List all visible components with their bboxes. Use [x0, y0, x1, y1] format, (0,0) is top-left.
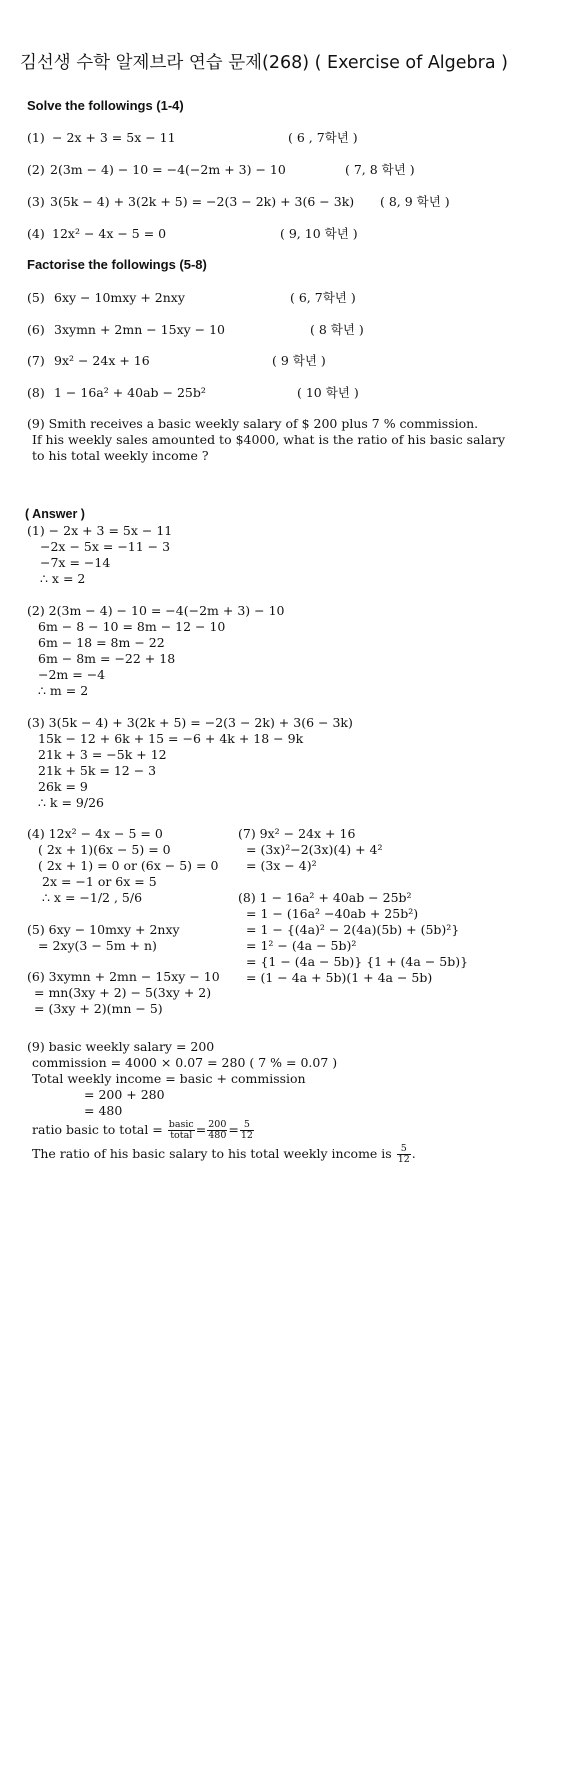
answer-line: = (3xy + 2)(mn − 5) — [34, 1001, 163, 1016]
answer-line: ∴ m = 2 — [38, 683, 89, 698]
fraction-denominator: 12 — [397, 1154, 410, 1165]
fraction-200-480 — [207, 1120, 227, 1141]
problem-expression: 2(3m − 4) − 10 = −4(−2m + 3) − 10 — [50, 162, 286, 177]
answer-line: = {1 − (4a − 5b)} {1 + (4a − 5b)} — [246, 954, 469, 969]
grade-level: ( 6, 7학년 ) — [290, 290, 356, 305]
answer-line: commission = 4000 × 0.07 = 280 ( 7 % = 0.07 ) — [32, 1055, 338, 1070]
problem-expression: − 2x + 3 = 5x − 11 — [52, 130, 176, 145]
answer-line: (9) basic weekly salary = 200 — [27, 1039, 215, 1054]
answer-line: (8) 1 − 16a² + 40ab − 25b² — [238, 890, 412, 905]
answer-line: = 1 − (16a² −40ab + 25b²) — [246, 906, 419, 921]
answer-line: = mn(3xy + 2) − 5(3xy + 2) — [34, 985, 212, 1000]
fraction-numerator: 5 — [240, 1120, 254, 1131]
answer-line: 15k − 12 + 6k + 15 = −6 + 4k + 18 − 9k — [38, 731, 304, 746]
answer-line: = (3x − 4)² — [246, 858, 317, 873]
fraction-numerator: basic — [168, 1119, 194, 1130]
answer-line: ∴ x = 2 — [40, 571, 86, 586]
word-problem-line: If his weekly sales amounted to $4000, what is the ratio of his basic salary — [32, 432, 506, 447]
answer-line: ( 2x + 1)(6x − 5) = 0 — [38, 842, 171, 857]
answer-line: (5) 6xy − 10mxy + 2nxy — [27, 922, 180, 937]
answer-line: = 1 − {(4a)² − 2(4a)(5b) + (5b)²} — [246, 922, 460, 937]
answer-line: (6) 3xymn + 2mn − 15xy − 10 — [27, 969, 220, 984]
problem-label: (8) — [27, 385, 45, 400]
answer-line: ∴ k = 9/26 — [38, 795, 104, 810]
answer-line: ( 2x + 1) = 0 or (6x − 5) = 0 — [38, 858, 219, 873]
problem-expression: 1 − 16a² + 40ab − 25b² — [54, 385, 206, 400]
answer-line: 21k + 3 = −5k + 12 — [38, 747, 167, 762]
answer-line: = 1² − (4a − 5b)² — [246, 938, 357, 953]
answer-line: 6m − 8 − 10 = 8m − 12 − 10 — [38, 619, 226, 634]
problem-label: (6) — [27, 322, 45, 337]
answer-line: ∴ x = −1/2 , 5/6 — [42, 890, 143, 905]
fraction-numerator: 5 — [397, 1144, 411, 1155]
grade-level: ( 6 , 7학년 ) — [288, 130, 358, 145]
answer-line: 26k = 9 — [38, 779, 88, 794]
problem-label: (4) — [27, 226, 45, 241]
answer-line: = (1 − 4a + 5b)(1 + 4a − 5b) — [246, 970, 433, 985]
fraction-numerator: 200 — [208, 1119, 227, 1130]
answer-line: (7) 9x² − 24x + 16 — [238, 826, 356, 841]
fraction-denominator: total — [170, 1130, 193, 1141]
problem-label: (1) — [27, 130, 45, 145]
answer-line: (2) 2(3m − 4) − 10 = −4(−2m + 3) − 10 — [27, 603, 285, 618]
answer-line: 6m − 18 = 8m − 22 — [38, 635, 165, 650]
conclusion-text: The ratio of his basic salary to his total weekly income is — [32, 1146, 392, 1161]
problem-label: (3) — [27, 194, 45, 209]
answer-line: = (3x)²−2(3x)(4) + 4² — [246, 842, 383, 857]
section-heading-solve: Solve the followings (1-4) — [27, 98, 184, 113]
answer-line: = 200 + 280 — [84, 1087, 165, 1102]
section-heading-factorise: Factorise the followings (5-8) — [27, 257, 207, 272]
problem-expression: 6xy − 10mxy + 2nxy — [54, 290, 185, 305]
answer-line: −2m = −4 — [38, 667, 106, 682]
grade-level: ( 10 학년 ) — [297, 385, 359, 400]
answer-line: −2x − 5x = −11 − 3 — [40, 539, 171, 554]
grade-level: ( 8, 9 학년 ) — [380, 194, 450, 209]
answer-line: = 2xy(3 − 5m + n) — [38, 938, 157, 953]
problem-label: (2) — [27, 162, 45, 177]
page-title: 김선생 수학 알제브라 연습 문제(268) ( Exercise of Algebra ) — [20, 53, 508, 73]
ratio-prefix: ratio basic to total = — [32, 1122, 163, 1137]
answer-heading: ( Answer ) — [25, 507, 85, 521]
ratio-line: ratio basic to total = basic total = $\frac{200}{480}$ = $\frac{5}{12}$ — [32, 1119, 253, 1141]
fraction-basic-total — [168, 1120, 195, 1141]
problem-label: (7) — [27, 353, 45, 368]
answer-line: 2x = −1 or 6x = 5 — [42, 874, 157, 889]
answer-line: −7x = −14 — [40, 555, 111, 570]
problem-expression: 3(5k − 4) + 3(2k + 5) = −2(3 − 2k) + 3(6 − 3k) — [50, 194, 355, 209]
problem-label: (5) — [27, 290, 45, 305]
problem-expression: 12x² − 4x − 5 = 0 — [52, 226, 167, 241]
fraction-5-12 — [240, 1120, 254, 1141]
grade-level: ( 7, 8 학년 ) — [345, 162, 415, 177]
answer-line: (1) − 2x + 3 = 5x − 11 — [27, 523, 173, 538]
word-problem-line: to his total weekly income ? — [32, 448, 209, 463]
answer-line: (4) 12x² − 4x − 5 = 0 — [27, 826, 163, 841]
fraction-5-12 — [397, 1144, 411, 1165]
answer-line: = 480 — [84, 1103, 123, 1118]
fraction-denominator: 480 — [208, 1130, 227, 1141]
answer-line: Total weekly income = basic + commission — [32, 1071, 306, 1086]
word-problem-line: (9) Smith receives a basic weekly salary of $ 200 plus 7 % commission. — [27, 416, 479, 431]
fraction-denominator: 12 — [240, 1130, 253, 1141]
answer-line: 6m − 8m = −22 + 18 — [38, 651, 176, 666]
grade-level: ( 9 학년 ) — [272, 353, 326, 368]
answer-line: 21k + 5k = 12 − 3 — [38, 763, 157, 778]
grade-level: ( 8 학년 ) — [310, 322, 364, 337]
grade-level: ( 9, 10 학년 ) — [280, 226, 358, 241]
problem-expression: 9x² − 24x + 16 — [54, 353, 150, 368]
conclusion-line: The ratio of his basic salary to his total weekly income is $\frac{5}{12}$ . — [32, 1143, 416, 1165]
problem-expression: 3xymn + 2mn − 15xy − 10 — [54, 322, 226, 337]
answer-line: (3) 3(5k − 4) + 3(2k + 5) = −2(3 − 2k) + 3(6 − 3k) — [27, 715, 353, 730]
